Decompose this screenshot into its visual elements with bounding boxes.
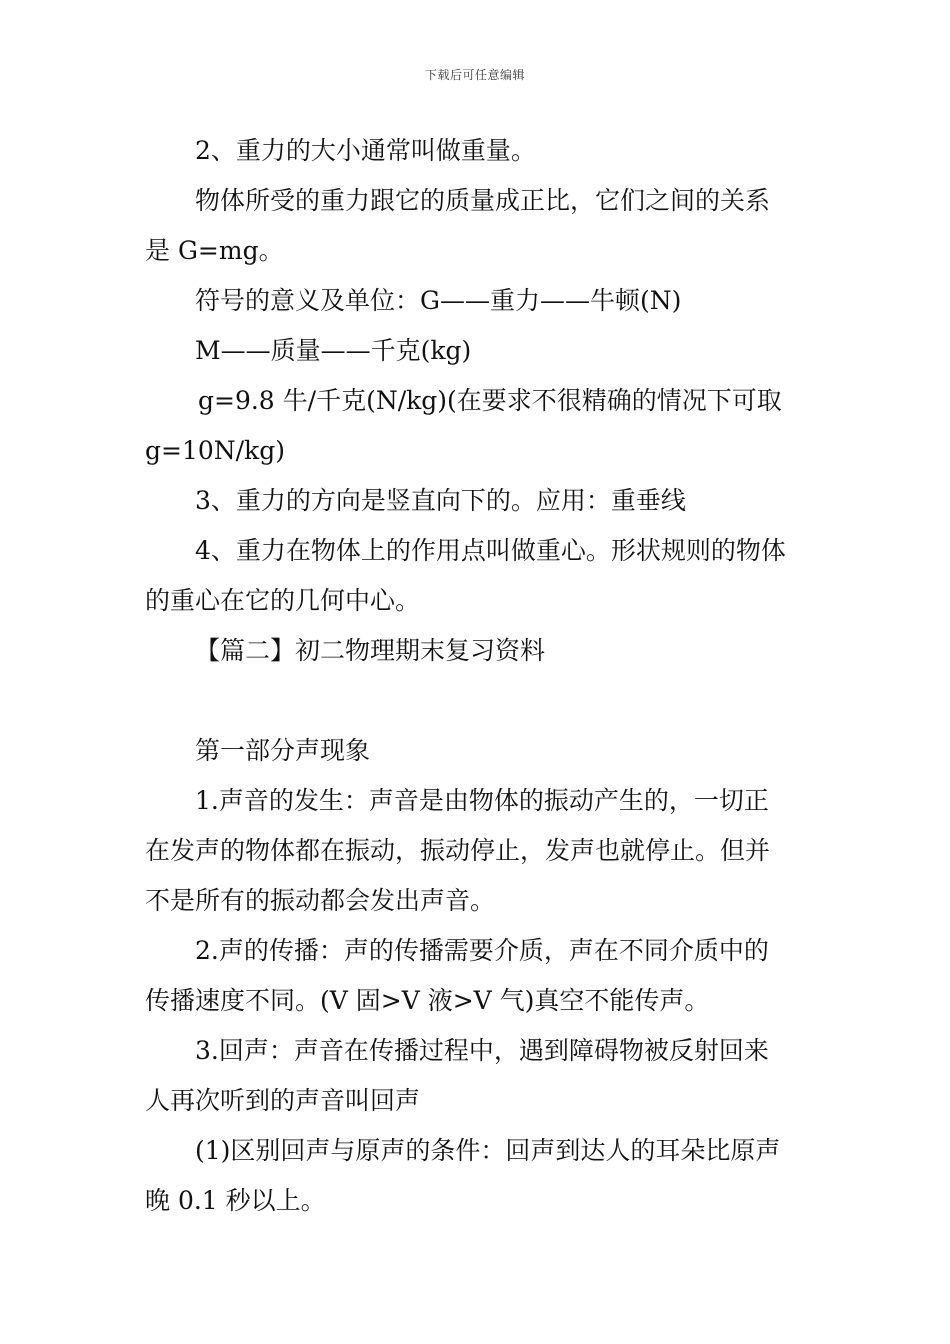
paragraph-line: 的重心在它的几何中心。 <box>145 586 421 615</box>
paragraph-line: 2、重力的大小通常叫做重量。 <box>195 136 536 165</box>
paragraph-line: 4、重力在物体上的作用点叫做重心。形状规则的物体 <box>195 536 786 565</box>
paragraph-line: g=9.8 牛/千克(N/kg)(在要求不很精确的情况下可取 <box>198 386 782 415</box>
paragraph-line: 3.回声：声音在传播过程中，遇到障碍物被反射回来 <box>195 1036 769 1065</box>
paragraph-line: 在发声的物体都在振动，振动停止，发声也就停止。但并 <box>145 836 771 865</box>
paragraph-line: M——质量——千克(kg) <box>195 336 472 365</box>
paragraph-line: 传播速度不同。(V 固>V 液>V 气)真空不能传声。 <box>145 986 710 1015</box>
paragraph-line: 2.声的传播：声的传播需要介质，声在不同介质中的 <box>195 936 769 965</box>
blank-line <box>145 676 810 726</box>
paragraph-line: 1.声音的发生：声音是由物体的振动产生的，一切正 <box>195 786 769 815</box>
paragraph-line: g=10N/kg) <box>145 436 285 465</box>
section-heading: 【篇二】初二物理期末复习资料 <box>195 636 546 665</box>
paragraph-line: 是 G=mg。 <box>145 236 284 265</box>
paragraph-line: 符号的意义及单位：G——重力——牛顿(N) <box>195 286 682 315</box>
paragraph-line: 不是所有的振动都会发出声音。 <box>145 886 496 915</box>
paragraph-line: 物体所受的重力跟它的质量成正比，它们之间的关系 <box>195 186 771 215</box>
page-header: 下载后可任意编辑 <box>424 68 525 82</box>
subsection-heading: 第一部分声现象 <box>195 736 371 765</box>
document-body <box>145 126 810 1226</box>
paragraph-line: 人再次听到的声音叫回声 <box>145 1086 421 1115</box>
paragraph-line: 3、重力的方向是竖直向下的。应用：重垂线 <box>195 486 686 515</box>
paragraph-line: (1)区别回声与原声的条件：回声到达人的耳朵比原声 <box>195 1136 781 1165</box>
paragraph-line: 晚 0.1 秒以上。 <box>145 1186 326 1215</box>
